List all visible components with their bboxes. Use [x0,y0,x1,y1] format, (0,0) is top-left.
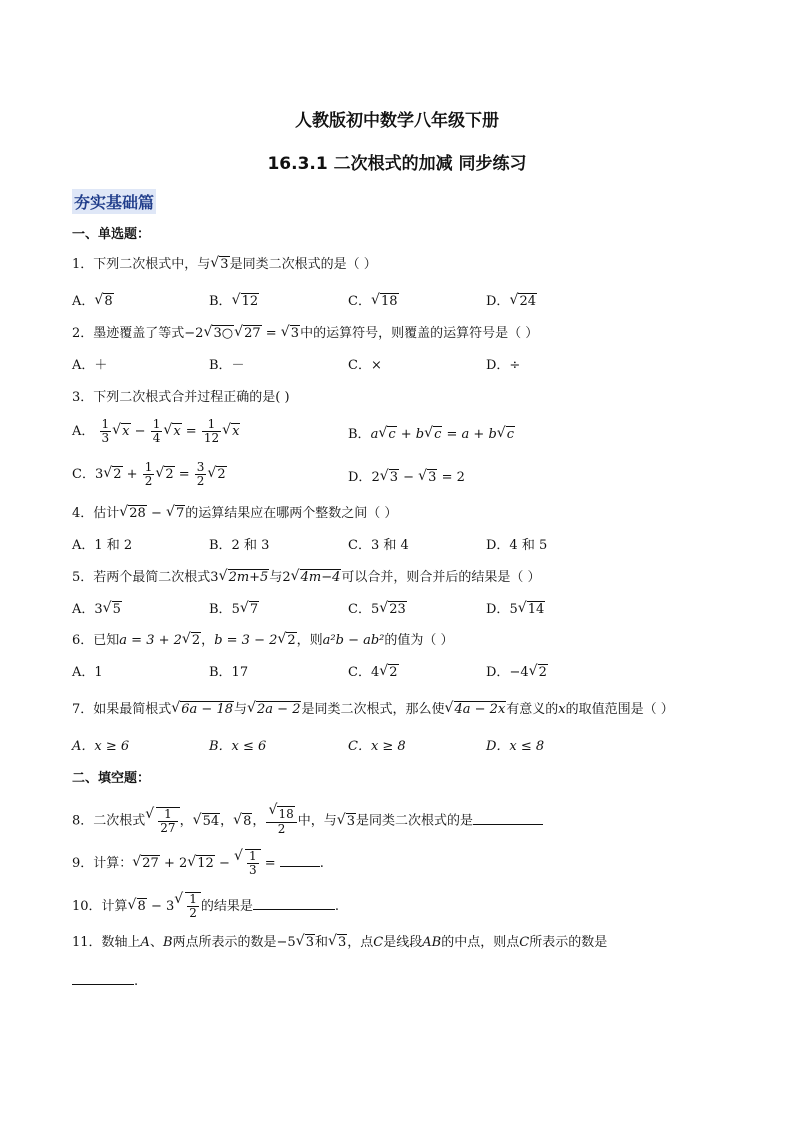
question-7-stem: 7．如果最简根式√ 6a − 18与√ 2a − 2是同类二次根式，那么使√ 4a − 2x有意义的x的取值范围是（ ） [72,701,674,719]
part2-heading: 二、填空题： [72,771,151,786]
page-subtitle: 16.3.1 二次根式的加减 同步练习 [267,154,527,174]
question-11-stem: 11．数轴上A、B两点所表示的数是−5√ 3和√ 3，点C是线段AB的中点，则点C所表示的数是 [72,934,607,952]
q5-option-a[interactable]: A．3√ 5 [72,601,122,619]
q3-option-c[interactable]: C．3√ 2 + $\frac{1}{2}$ √ 2 = $\frac{3}{2}$ √ 2 [72,461,227,488]
q9-answer-blank[interactable] [280,866,320,867]
q3-option-a[interactable]: A． $\frac{1}{3}$ √ x − $\frac{1}{4}$ √ x = $\frac{1}{12}$ √ x [72,418,240,445]
q6-option-c[interactable]: C．4√ 2 [348,664,399,682]
q5-option-c[interactable]: C．5√ 23 [348,601,407,619]
q2-option-a[interactable]: A．＋ [72,358,108,373]
q4-option-b[interactable]: B．2 和 3 [209,538,270,553]
q1-option-a[interactable]: A．√ 8 [72,293,114,311]
q7-option-d[interactable]: D．x ≤ 8 [486,739,545,754]
q3-option-b[interactable]: B．a√ c + b√ c = a + b√ c [348,426,515,444]
q7-option-c[interactable]: C．x ≥ 8 [348,739,406,754]
q6-option-d[interactable]: D．−4√ 2 [486,664,548,682]
q3-option-d[interactable]: D．2√ 3 − √ 3 = 2 [348,469,465,487]
q7-option-a[interactable]: A．x ≥ 6 [72,739,130,754]
question-6-stem: 6．已知a = 3 + 2√ 2，b = 3 − 2√ 2，则a²b − ab²的值为（ ） [72,632,454,650]
q1-option-d[interactable]: D．√ 24 [486,293,537,311]
question-2-stem: 2．墨迹覆盖了等式−2√ 3○√ 27 = √ 3中的运算符号，则覆盖的运算符号是（ ） [72,325,538,343]
q1-option-b[interactable]: B．√ 12 [209,293,259,311]
q5-option-b[interactable]: B．5√ 7 [209,601,259,619]
question-3-stem: 3．下列二次根式合并过程正确的是( ) [72,390,290,405]
page-title: 人教版初中数学八年级下册 [295,111,499,131]
question-5-stem: 5．若两个最简二次根式3√ 2m+5与2√ 4m−4可以合并，则合并后的结果是（ ） [72,569,541,587]
q7-option-b[interactable]: B．x ≤ 6 [209,739,267,754]
q2-option-b[interactable]: B．－ [209,358,245,373]
q1-option-c[interactable]: C．√ 18 [348,293,399,311]
q8-answer-blank[interactable] [473,824,543,825]
q6-option-b[interactable]: B．17 [209,665,249,680]
q6-option-a[interactable]: A．1 [72,665,103,680]
part1-heading: 一、单选题： [72,227,151,242]
question-4-stem: 4．估计√ 28 − √ 7的运算结果应在哪两个整数之间（ ） [72,505,397,523]
q4-option-a[interactable]: A．1 和 2 [72,538,133,553]
q5-option-d[interactable]: D．5√ 14 [486,601,545,619]
q4-option-c[interactable]: C．3 和 4 [348,538,409,553]
section-label: 夯实基础篇 [72,189,156,214]
q4-option-d[interactable]: D．4 和 5 [486,538,548,553]
q11-answer-blank[interactable] [72,984,134,985]
q2-option-c[interactable]: C．× [348,358,382,373]
q2-option-d[interactable]: D．÷ [486,358,521,373]
question-9-stem: 9．计算：√ 27 + 2√ 12 − √ $\frac{1}{3}$ = . [72,849,324,877]
question-1-stem: 1．下列二次根式中，与√ 3是同类二次根式的是（ ） [72,256,377,274]
q11-answer-line: . [72,973,138,991]
question-10-stem: 10．计算√ 8 − 3 √ $\frac{1}{2}$ 的结果是 . [72,892,339,920]
question-8-stem: 8．二次根式 √ $\frac{1}{27}$ ，√ 54，√ 8， √ $\frac{18}{2}$ 中，与√ 3是同类二次根式的是 [72,806,543,836]
q10-answer-blank[interactable] [253,909,335,910]
